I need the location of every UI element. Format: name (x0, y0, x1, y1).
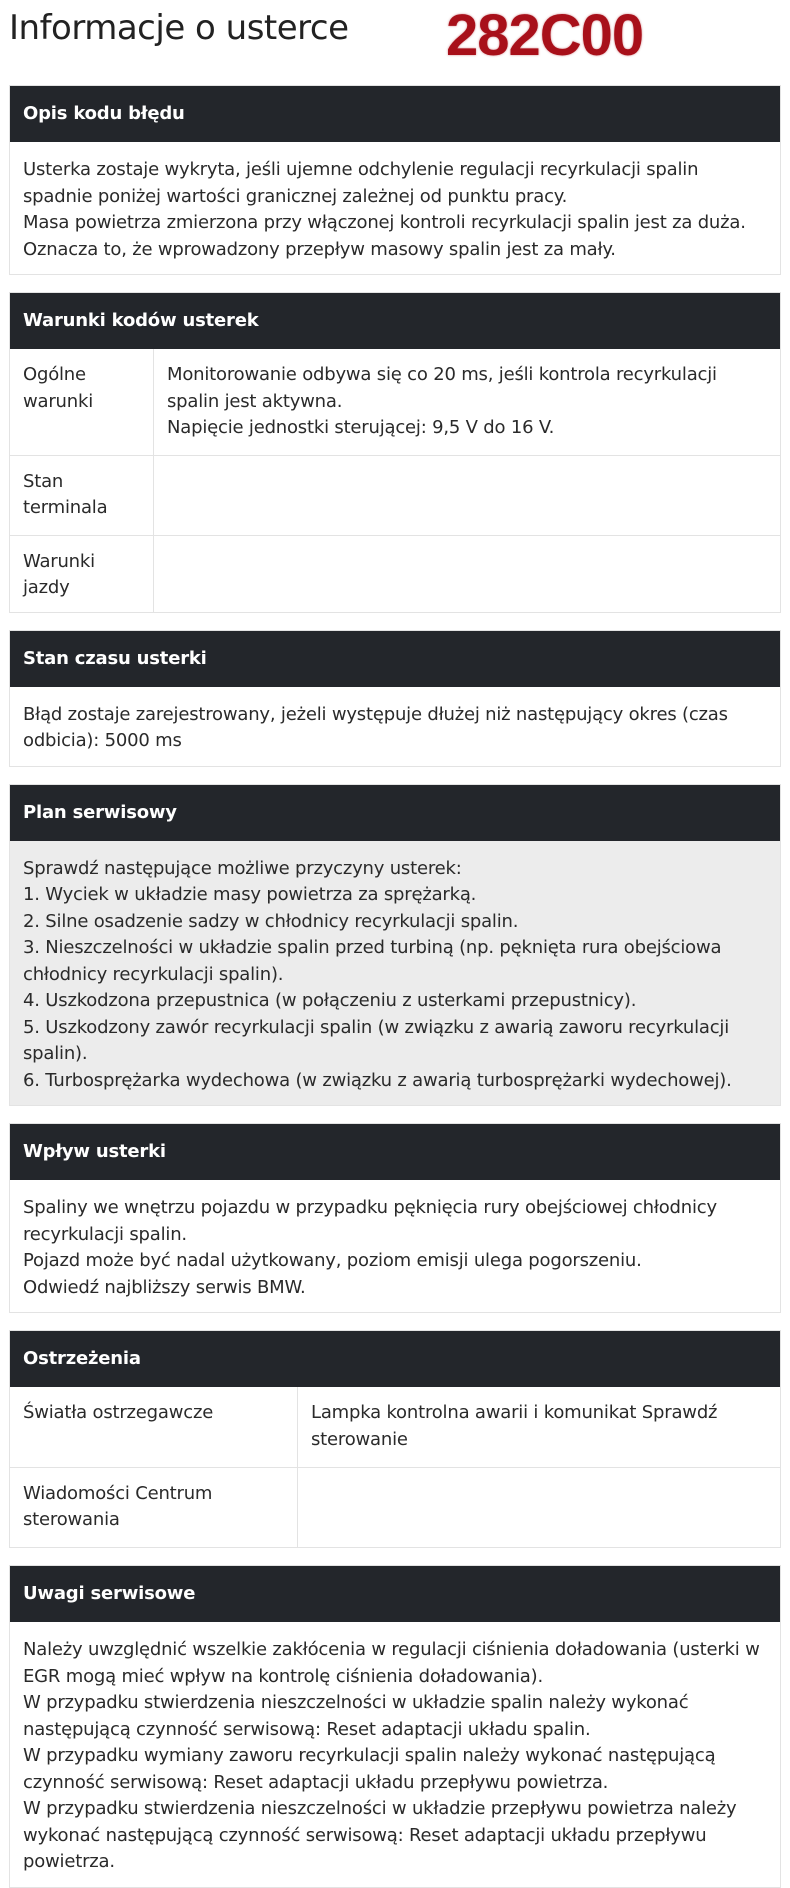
row-label: Wiadomości Centrum sterowania (10, 1467, 298, 1547)
section-service-notes (9, 1565, 781, 1888)
row-value (154, 349, 781, 455)
section-service-plan (9, 784, 781, 1107)
section-title: Ostrzeżenia (10, 1331, 780, 1387)
text-line: Masa powietrza zmierzona przy włączonej kontroli recyrkulacji spalin jest za duża. Oznacza to, że wprowadzony przepływ masowy spalin jest za mały. (23, 212, 746, 260)
fault-code-logo: 282C00 (446, 3, 644, 68)
text-line: W przypadku stwierdzenia nieszczelności w układzie spalin należy wykonać następującą czynność serwisową: Reset adaptacji układu spalin. (23, 1692, 689, 1740)
row-value (154, 535, 781, 612)
row-label: Warunki jazdy (10, 535, 154, 612)
list-item: 1. Wyciek w układzie masy powietrza za sprężarką. (23, 884, 477, 905)
text-line: W przypadku wymiany zaworu recyrkulacji spalin należy wykonać następującą czynność serwisową: Reset adaptacji układu przepływu powietrza. (23, 1745, 716, 1793)
table-row (10, 535, 780, 612)
section-body (10, 841, 780, 1106)
text-line: Odwiedź najbliższy serwis BMW. (23, 1276, 306, 1298)
list-item: 3. Nieszczelności w układzie spalin przed turbiną (np. pęknięta rura obejściowa chłodnicy recyrkulacji spalin). (23, 937, 722, 985)
page-title: Informacje o usterce (9, 8, 349, 48)
section-body (10, 687, 780, 766)
text-line: Pojazd może być nadal użytkowany, poziom emisji ulega pogorszeniu. (23, 1250, 642, 1271)
text-line: Monitorowanie odbywa się co 20 ms, jeśli kontrola recyrkulacji spalin jest aktywna. (167, 364, 717, 412)
row-label: Światła ostrzegawcze (23, 1402, 214, 1423)
section-title: Warunki kodów usterek (10, 293, 780, 349)
section-title: Wpływ usterki (10, 1124, 780, 1180)
conditions-table (10, 349, 780, 612)
list-item: 5. Uszkodzony zawór recyrkulacji spalin (w związku z awarią zaworu recyrkulacji spalin). (23, 1016, 730, 1064)
section-body (10, 1180, 780, 1312)
row-value: Lampka kontrolna awarii i komunikat Sprawdź sterowanie (298, 1387, 781, 1467)
page-header (0, 0, 790, 66)
text-line: Spaliny we wnętrzu pojazdu w przypadku pęknięcia rury obejściowej chłodnicy recyrkulacji spalin. (23, 1197, 717, 1245)
section-title: Plan serwisowy (10, 785, 780, 841)
text-line: Usterka zostaje wykryta, jeśli ujemne odchylenie regulacji recyrkulacji spalin spadnie poniżej wartości granicznej zależnej od punktu pracy. (23, 159, 699, 207)
list-item: 6. Turbosprężarka wydechowa (w związku z awarią turbosprężarki wydechowej). (23, 1069, 732, 1091)
table-row (10, 1387, 780, 1467)
row-label: Stan terminala (10, 455, 154, 535)
section-conditions (9, 292, 781, 613)
section-body (10, 1622, 780, 1887)
section-description (9, 85, 781, 275)
section-impact (9, 1123, 781, 1313)
text-line: Napięcie jednostki sterującej: 9,5 V do 16 V. (167, 417, 555, 438)
section-title: Uwagi serwisowe (10, 1566, 780, 1622)
text-line: Należy uwzględnić wszelkie zakłócenia w regulacji ciśnienia doładowania (usterki w EGR mogą mieć wpływ na kontrolę ciśnienia doładowania). (23, 1639, 760, 1687)
table-row (10, 349, 780, 455)
list-item: 2. Silne osadzenie sadzy w chłodnicy recyrkulacji spalin. (23, 910, 519, 932)
section-title: Opis kodu błędu (10, 86, 780, 142)
section-warnings (9, 1330, 781, 1548)
text-line: Sprawdź następujące możliwe przyczyny usterek: (23, 857, 462, 879)
section-time (9, 630, 781, 767)
text-line: W przypadku stwierdzenia nieszczelności w układzie przepływu powietrza należy wykonać następującą czynność serwisową: Reset adaptacji układu przepływu powietrza. (23, 1798, 737, 1872)
row-value (298, 1467, 781, 1547)
row-value (154, 455, 781, 535)
table-row (10, 455, 780, 535)
section-title: Stan czasu usterki (10, 631, 780, 687)
section-body (10, 142, 780, 274)
text-line: Błąd zostaje zarejestrowany, jeżeli występuje dłużej niż następujący okres (czas odbicia): 5000 ms (23, 703, 728, 751)
row-label: Ogólne warunki (23, 364, 93, 412)
list-item: 4. Uszkodzona przepustnica (w połączeniu z usterkami przepustnicy). (23, 990, 637, 1011)
warnings-table (10, 1387, 780, 1547)
table-row (10, 1467, 780, 1547)
